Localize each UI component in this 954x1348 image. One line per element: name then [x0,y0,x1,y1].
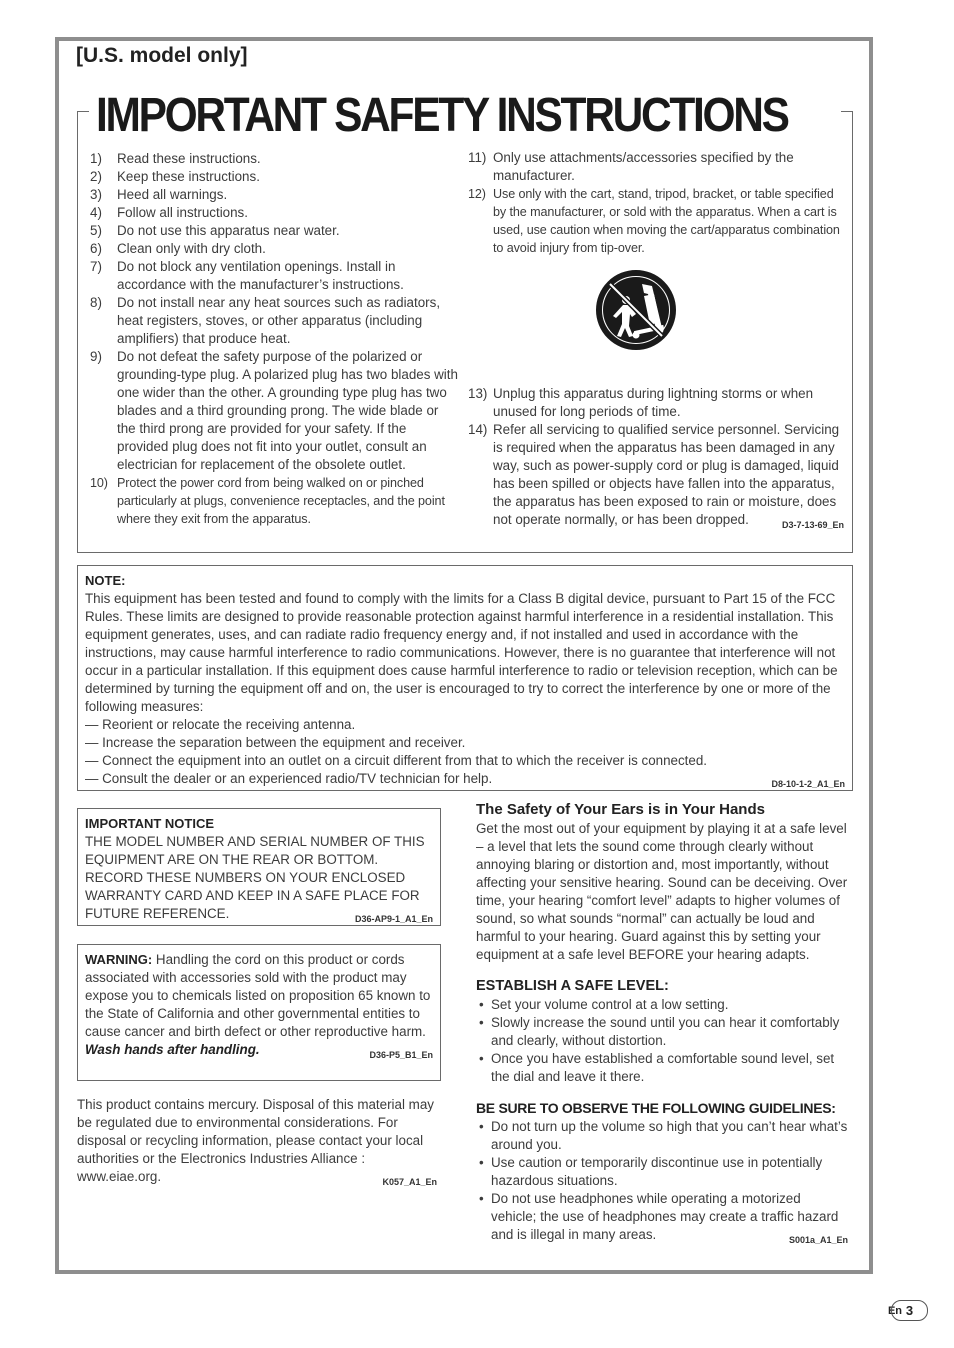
list-item: • Do not use headphones while operating a motorized vehicle; the use of headphones may create a traffic hazard and is illegal in many areas. S001a_A1_En [476,1190,848,1244]
note-body: This equipment has been tested and found to comply with the limits for a Class B digital device, pursuant to Part 15 of the FCC Rules. These limits are designed to provide reasonable protection against harmful interference in a residential installation. This equipment generates, uses, and can radiate radio frequency energy and, if not installed and used in accordance with the instructions, may cause harmful interference to radio communications. However, there is no guarantee that interference will not occur in a particular installation. If this equipment does cause harmful interference to radio or television reception, which can be determined by turning the equipment off and on, the user is encouraged to try to correct the interference by one or more of the following measures: [85,591,838,714]
safe-level-list [476,996,848,1086]
doc-code: S001a_A1_En [788,1235,848,1245]
page-number: 3 [891,1300,928,1321]
guidelines-list [476,1118,848,1244]
list-item: • Do not turn up the volume so high that you can’t hear what’s around you. [476,1118,848,1154]
language-label: En [887,1305,902,1317]
doc-code: D36-AP9-1_A1_En [354,914,433,924]
list-item: • Use caution or temporarily discontinue use in potentially hazardous situations. [476,1154,848,1190]
doc-code: D3-7-13-69_En [781,520,844,530]
doc-code: D36-P5_B1_En [369,1050,433,1060]
instruction-item: 14) Refer all servicing to qualified service personnel. Servicing is required when the apparatus has been damaged in any way, such as power-supply cord or plug is damaged, liquid has been spilled or objects have fallen into the apparatus, the apparatus has been exposed to rain or moisture, does not operate normally, or has been dropped. D3-7-13-69_En [468,421,844,529]
mercury-body: This product contains mercury. Disposal of this material may be regulated due to environmental considerations. For disposal or recycling information, please contact your local authorities or the Electronics Industries Alliance : www.eiae.org. [77,1097,434,1184]
list-item: • Once you have established a comfortable sound level, set the dial and leave it there. [476,1050,848,1086]
doc-code: D8-10-1-2_A1_En [771,779,845,789]
guidelines-heading: BE SURE TO OBSERVE THE FOLLOWING GUIDELINES: [476,1100,836,1116]
instruction-item: 3) Heed all warnings. [90,187,228,202]
list-item: • Set your volume control at a low setting. [476,996,848,1014]
instruction-item: 2) Keep these instructions. [90,169,260,184]
mercury-notice [77,1096,441,1191]
notice-body: THE MODEL NUMBER AND SERIAL NUMBER OF THIS EQUIPMENT ARE ON THE REAR OR BOTTOM. RECORD THESE NUMBERS ON YOUR ENCLOSED WARRANTY CARD AND KEEP IN A SAFE PLACE FOR FUTURE REFERENCE. [85,834,425,921]
warning-box [77,944,441,1081]
doc-code: K057_A1_En [382,1177,437,1187]
fcc-note-box [77,565,853,791]
warning-label: WARNING: [85,952,153,967]
ears-body: Get the most out of your equipment by playing it at a safe level – a level that lets the sound come through clearly without annoying blaring or distortion and, most importantly, without affecting your sensitive hearing. Sound can be deceiving. Over time, your hearing “comfort level” adapts to higher volumes of sound, so what sounds “normal” can actually be loud and harmful to your hearing. Guard against this by setting your equipment at a safe level BEFORE your hearing adapts. [476,821,848,962]
warning-body: Handling the cord on this product or cords associated with accessories sold with the product may expose you to chemicals listed on proposition 65 known to the State of California and other governmental entities to cause cancer and birth defect or other reproductive harm. [85,952,431,1039]
instruction-item: 11) Only use attachments/accessories specified by the manufacturer. [468,150,794,183]
note-measure: — Increase the separation between the equipment and receiver. [85,735,466,750]
instruction-item: 8) Do not install near any heat sources such as radiators, heat registers, stoves, or other apparatus (including amplifiers) that produce heat. [90,295,441,346]
instructions-left-column [90,150,458,528]
instruction-item: 9) Do not defeat the safety purpose of the polarized or grounding-type plug. A polarized plug has two blades with one wider than the other. A grounding type plug has two blades and a third grounding prong. The wide blade or the third prong are provided for your safety. If the provided plug does not fit into your outlet, consult an electrician for replacement of the obsolete outlet. [90,349,458,472]
note-measure: — Reorient or relocate the receiving antenna. [85,717,356,732]
instruction-item: 12) Use only with the cart, stand, tripod, bracket, or table specified by the manufacturer, or sold with the apparatus. When a cart is used, use caution when moving the cart/apparatus combination to avoid injury from tip-over. [468,187,840,255]
ear-safety-section [476,800,860,1249]
list-item: • Slowly increase the sound until you can hear it comfortably and clearly, without distortion. [476,1014,848,1050]
wash-hands-text: Wash hands after handling. [85,1042,260,1057]
model-heading: [U.S. model only] [76,44,248,67]
cart-tipover-warning-icon [596,270,676,350]
instruction-item: 6) Clean only with dry cloth. [90,241,266,256]
instruction-item: 1) Read these instructions. [90,151,261,166]
safe-level-heading: ESTABLISH A SAFE LEVEL: [476,978,669,994]
instruction-item: 13) Unplug this apparatus during lightning storms or when unused for long periods of time. [468,386,814,419]
notice-title: IMPORTANT NOTICE [85,816,215,831]
page-title: IMPORTANT SAFETY INSTRUCTIONS [96,89,788,142]
note-measure: — Connect the equipment into an outlet on a circuit different from that to which the receiver is connected. [85,753,708,768]
ears-heading: The Safety of Your Ears is in Your Hands [476,801,765,818]
instruction-item: 4) Follow all instructions. [90,205,248,220]
instruction-item: 7) Do not block any ventilation openings. Install in accordance with the manufacturer’s instructions. [90,259,404,292]
important-notice-box [77,808,441,926]
note-measure: — Consult the dealer or an experienced radio/TV technician for help. D8-10-1-2_A1_En [85,770,845,788]
instruction-item: 5) Do not use this apparatus near water. [90,223,340,238]
instruction-item: 10) Protect the power cord from being walked on or pinched particularly at plugs, convenience receptacles, and the point where they exit from the apparatus. [90,476,445,526]
note-title: NOTE: [85,573,126,588]
